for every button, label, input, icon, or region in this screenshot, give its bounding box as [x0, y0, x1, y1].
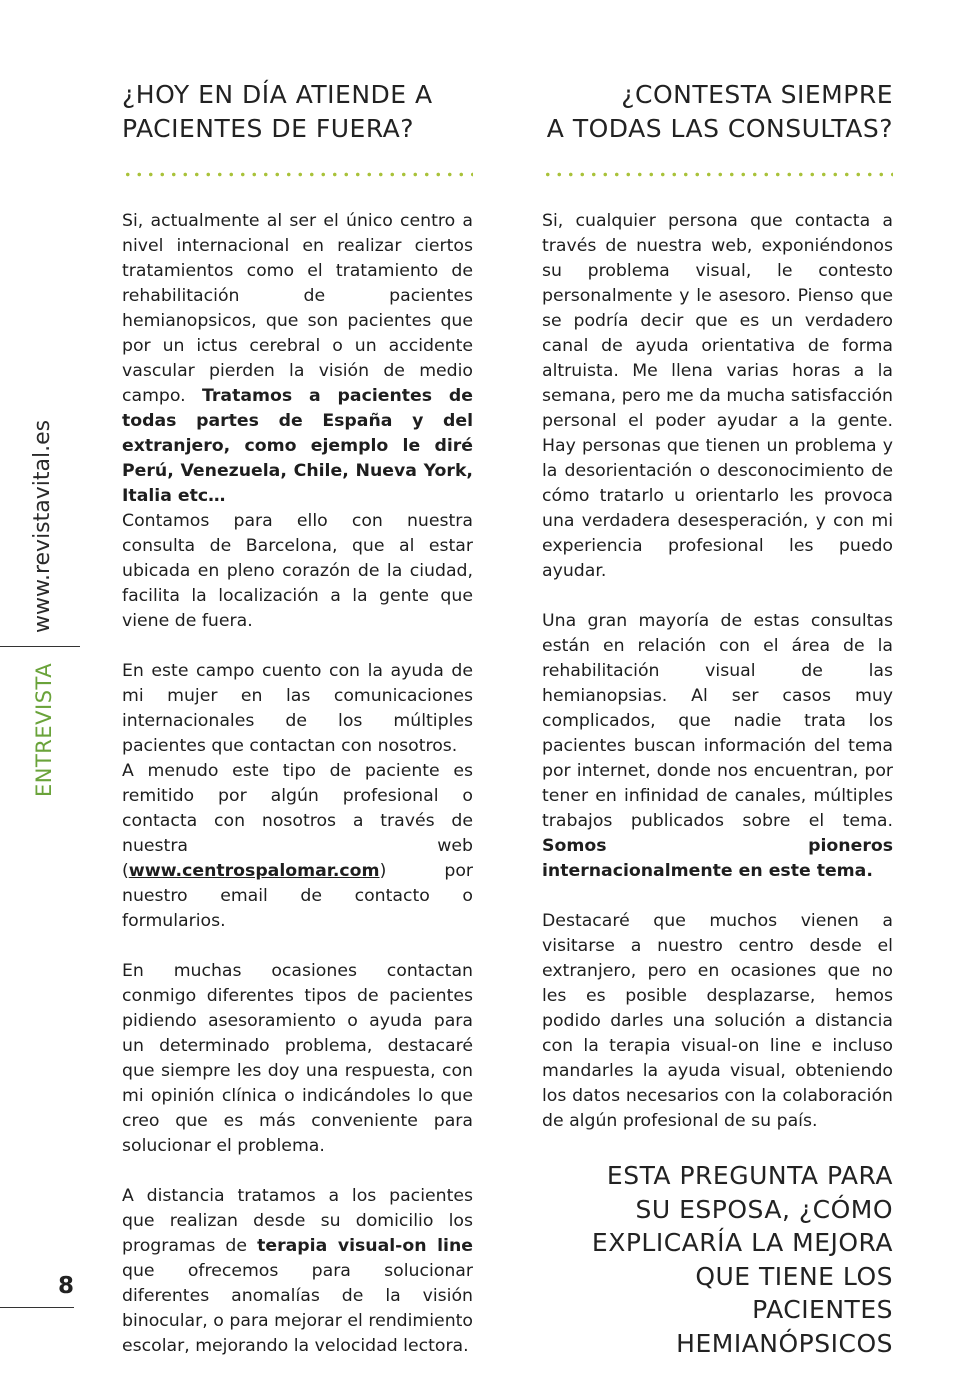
- page-number: 8: [58, 1273, 75, 1299]
- left-paragraph-4: [122, 759, 473, 934]
- right-p2-text: Una gran mayoría de estas consultas están en relación con el área de la rehabilitación visual de las hemianopsias. Al ser casos muy complicados, que nadie trata los pacientes buscan información del tema por internet, donde nos encuentran, por tener en infinidad de canales, múltiples trabajos publicados sobre el tema.: [542, 611, 893, 831]
- left-p6-text-a: A distancia tratamos a los pacientes que realizan desde su domicilio los programas de: [122, 1186, 473, 1256]
- right-paragraph-3: Destacaré que muchos vienen a visitarse a nuestro centro desde el extranjero, pero en ocasiones que no les es posible desplazarse, hemos podido darles una solución a distancia con la terapia visual-on line e incluso mandarles la ayuda visual, obteniendo los datos necesarios con la colaboración de algún profesional de su país.: [542, 911, 893, 1131]
- left-question-title: [122, 78, 473, 146]
- right-question-title: [542, 78, 893, 146]
- section-category: ENTREVISTA: [32, 662, 56, 797]
- next-question-line3: EXPLICARÍA LA MEJORA: [591, 1228, 893, 1258]
- left-paragraph-3: En este campo cuento con la ayuda de mi mujer en las comunicaciones internacionales de los múltiples pacientes que contactan con nosotros.: [122, 661, 473, 756]
- right-title-line1: ¿CONTESTA SIEMPRE: [621, 80, 893, 109]
- left-paragraph-5: En muchas ocasiones contactan conmigo diferentes tipos de pacientes pidiendo asesoramiento o ayuda para un determinado problema, destacaré que siempre les doy una respuesta, con mi opinión clínica o indicándoles lo que creo que es más conveniente para solucionar el problema.: [122, 961, 473, 1156]
- next-question-line6: HEMIANÓPSICOS: [676, 1328, 893, 1358]
- next-question-line5: PACIENTES: [752, 1295, 893, 1325]
- left-p1-text: Si, actualmente al ser el único centro a nivel internacional en realizar ciertos tratamientos como el tratamiento de rehabilitación de pacientes hemianopsicos, que son pacientes que por un ictus cerebral o un accidente vascular pierden la visión de medio campo.: [122, 211, 473, 406]
- left-title-line2: PACIENTES DE FUERA?: [122, 114, 415, 143]
- left-p4-text-b: ) por nuestro email de contacto o formularios.: [122, 861, 473, 931]
- left-title-line1: ¿HOY EN DÍA ATIENDE A: [122, 80, 433, 109]
- right-paragraph-2: [542, 609, 893, 884]
- page-number-rule: [0, 1307, 74, 1308]
- left-p1-bold: Tratamos a pacientes de todas partes de España y del extranjero, como ejemplo le diré Perú, Venezuela, Chile, Nueva York, Italia etc…: [122, 386, 473, 506]
- left-p4-text-a: A menudo este tipo de paciente es remitido por algún profesional o contacta con nosotros a través de nuestra web (: [122, 761, 473, 881]
- left-p6-bold: terapia visual-on line: [257, 1236, 473, 1256]
- right-column: [542, 78, 893, 1361]
- dotted-separator: [542, 172, 893, 177]
- left-p6-text-b: que ofrecemos para solucionar diferentes anomalías de la visión binocular, o para mejorar el rendimiento escolar, mejorando la velocidad lectora.: [122, 1261, 473, 1356]
- website-link[interactable]: www.centrospalomar.com: [128, 861, 380, 881]
- right-paragraph-1: Si, cualquier persona que contacta a través de nuestra web, exponiéndonos su problema visual, le contesto personalmente y le asesoro. Pienso que se podría decir que es un verdadero canal de ayuda orientativa de forma altruista. Me llena varias horas a la semana, pero me da mucha satisfacción personal el poder ayudar a la gente. Hay personas que tienen un problema y la desorientación o desconocimiento de cómo tratarlo u orientarlo les provoca una verdadera desesperación, y con mi experiencia profesional les puedo ayudar.: [542, 211, 893, 581]
- next-question-line1: ESTA PREGUNTA PARA: [606, 1161, 893, 1190]
- left-paragraph-1: [122, 209, 473, 509]
- website-url: www.revistavital.es: [30, 419, 55, 633]
- next-question-heading: [542, 1159, 893, 1361]
- right-title-line2: A TODAS LAS CONSULTAS?: [546, 114, 893, 143]
- right-p2-bold: Somos pioneros internacionalmente en este tema.: [542, 836, 893, 881]
- left-column: [122, 78, 473, 1359]
- left-paragraph-6: [122, 1184, 473, 1359]
- sidebar-divider: [0, 646, 80, 647]
- left-paragraph-2: Contamos para ello con nuestra consulta de Barcelona, que al estar ubicada en pleno corazón de la ciudad, facilita la localización a la gente que viene de fuera.: [122, 511, 473, 631]
- dotted-separator: [122, 172, 473, 177]
- next-question-line2: SU ESPOSA, ¿CÓMO: [635, 1194, 893, 1224]
- next-question-line4: QUE TIENE LOS: [695, 1261, 893, 1291]
